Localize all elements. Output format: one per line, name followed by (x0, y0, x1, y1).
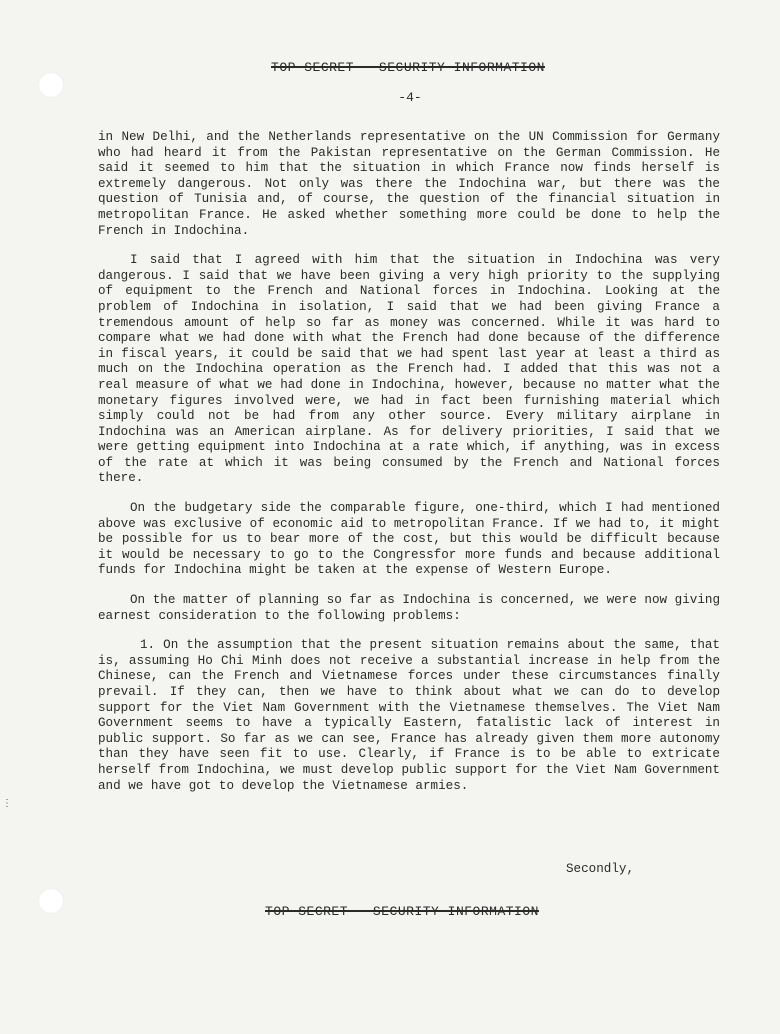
letter-body (98, 130, 720, 808)
footer-classification-text: TOP SECRET - SECURITY INFORMATION (265, 904, 539, 919)
page-number: -4- (398, 90, 422, 105)
closing-word: Secondly, (566, 862, 635, 876)
paragraph-2: I said that I agreed with him that the situation in Indochina was very dangerous. I said that we have been giving a very high priority to the supplying of equipment to the French and National forces in Indochina. Looking at the problem of Indochina in isolation, I said that we had been giving France a tremendous amount of help so far as money was concerned. While it was hard to compare what we had done with what the French had done because of the difference in fiscal years, it could be said that we had spent last year at least a third as much on the Indochina operation as the French had. I added that this was not a real measure of what we had done in Indochina, however, because no matter what the monetary figures involved were, we had in fact been furnishing material which simply could not be had from any other source. Every military airplane in Indochina was an American airplane. As for delivery priorities, I said that we were getting equipment into Indochina at a rate which, if anything, was in excess of the rate at which it was being consumed by the French and National forces there. (98, 253, 720, 486)
paragraph-5-item-1: 1. On the assumption that the present situation remains about the same, that is, assuming Ho Chi Minh does not receive a substantial increase in help from the Chinese, can the French and Vietnamese forces under these circumstances finally prevail. If they can, then we have to think about what we can do to develop support for the Viet Nam Government with the Vietnamese themselves. The Viet Nam Government seems to have a typically Eastern, fatalistic lack of interest in public support. So far as we can see, France has already given them more autonomy than they have seen fit to use. Clearly, if France is to be able to extricate herself from Indochina, we must develop public support for the Viet Nam Government and we have got to develop the Vietnamese armies. (98, 638, 720, 793)
footer-classification (12, 904, 780, 919)
edge-mark: ⋮ (2, 799, 12, 810)
header-classification-text: TOP SECRET - SECURITY INFORMATION (271, 60, 545, 75)
paragraph-1: in New Delhi, and the Netherlands representative on the UN Commission for Germany who had heard it from the Pakistan representative on the German Commission. He said it seemed to him that the situation in which France now finds herself is extremely dangerous. Not only was there the Indochina war, but there was the question of Tunisia and, of course, the question of the financial situation in metropolitan France. He asked whether something more could be done to help the French in Indochina. (98, 130, 720, 238)
header-classification (18, 60, 780, 75)
paragraph-4: On the matter of planning so far as Indochina is concerned, we were now giving earnest consideration to the following problems: (98, 593, 720, 623)
paragraph-3: On the budgetary side the comparable figure, one-third, which I had mentioned above was exclusive of economic aid to metropolitan France. If we had to, it might be possible for us to bear more of the cost, but this would be difficult because it would be necessary to go to the Congressfor more funds and because additional funds for Indochina might be taken at the expense of Western Europe. (98, 501, 720, 578)
